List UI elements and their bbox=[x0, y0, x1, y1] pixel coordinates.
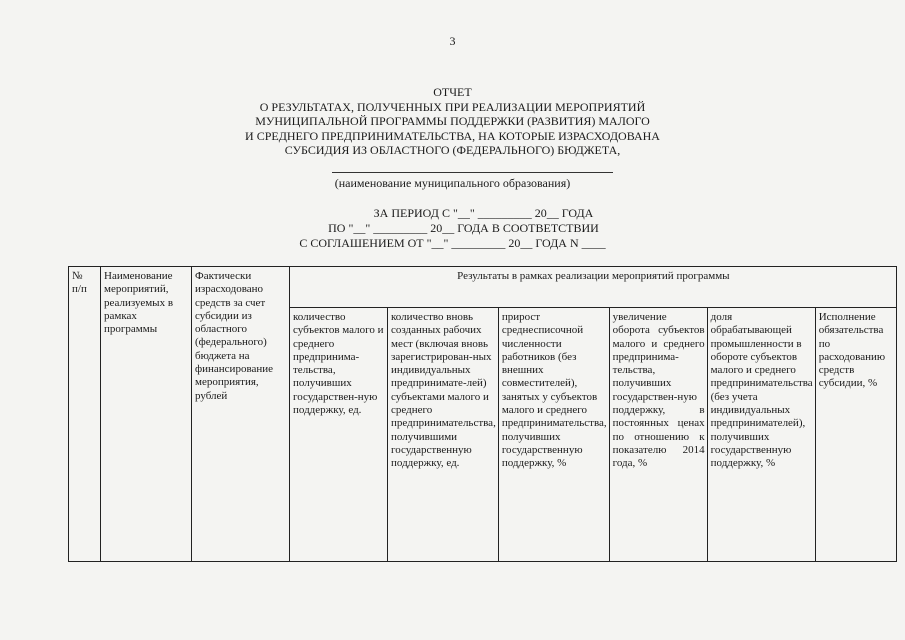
header-cell-number: № п/п bbox=[69, 267, 101, 562]
report-header bbox=[0, 85, 905, 158]
header-cell-headcount-growth: прирост среднесписочной численности работников (без внешних совместителей), занятых у субъектов малого и среднего предпринимательства, получивших государственную поддержку, % bbox=[498, 308, 609, 562]
header-cell-turnover-growth: увеличение оборота субъектов малого и среднего предпринима-тельства, получивших государствен-ную поддержку, в постоянных ценах по отношению к показателю 2014 года, % bbox=[609, 308, 707, 562]
header-cell-subsidy-execution: Исполнение обязательства по расходованию средств субсидии, % bbox=[815, 308, 896, 562]
header-cell-manufacturing-share: доля обрабатывающей промышленности в обороте субъектов малого и среднего предпринимательства (без учета индивидуальных предпринимателей), получивших государственную поддержку, % bbox=[707, 308, 815, 562]
header-cell-supported-smes: количество субъектов малого и среднего предпринима-тельства, получивших государствен-ную поддержку, ед. bbox=[290, 308, 388, 562]
header-cell-new-jobs: количество вновь созданных рабочих мест (включая вновь зарегистрирован-ных индивидуальных предпринимате-лей) субъектами малого и среднего предпринимательства, получившими государственную поддержку, ед. bbox=[388, 308, 499, 562]
period-line-from: ЗА ПЕРИОД С "__" _________ 20__ ГОДА bbox=[373, 206, 594, 220]
header-cell-event-name: Наименование мероприятий, реализуемых в рамках программы bbox=[101, 267, 192, 562]
page-number: 3 bbox=[449, 34, 456, 48]
period-block bbox=[0, 206, 905, 251]
period-line-agreement: С СОГЛАШЕНИЕМ ОТ "__" _________ 20__ ГОДА N ____ bbox=[299, 236, 606, 250]
municipality-caption: (наименование муниципального образования) bbox=[334, 176, 571, 190]
results-table bbox=[68, 266, 897, 562]
header-cell-spent-amount: Фактически израсходовано средств за счет субсидии из областного (федерального) бюджета на финансирование мероприятия, рублей bbox=[192, 267, 290, 562]
header-cell-results: Результаты в рамках реализации мероприятий программы bbox=[290, 267, 897, 308]
report-title: ОТЧЕТ bbox=[433, 85, 472, 99]
period-line-to: ПО "__" _________ 20__ ГОДА В СООТВЕТСТВИИ bbox=[328, 221, 599, 235]
report-subtitle-line: О РЕЗУЛЬТАТАХ, ПОЛУЧЕННЫХ ПРИ РЕАЛИЗАЦИИ МЕРОПРИЯТИЙ bbox=[259, 99, 646, 114]
report-subtitle-line: И СРЕДНЕГО ПРЕДПРИНИМАТЕЛЬСТВА, НА КОТОРЫЕ ИЗРАСХОДОВАНА bbox=[245, 128, 660, 143]
report-subtitle-line: СУБСИДИЯ ИЗ ОБЛАСТНОГО (ФЕДЕРАЛЬНОГО) БЮДЖЕТА, bbox=[284, 143, 621, 157]
report-subtitle-line: МУНИЦИПАЛЬНОЙ ПРОГРАММЫ ПОДДЕРЖКИ (РАЗВИТИЯ) МАЛОГО bbox=[255, 114, 650, 128]
municipality-underline bbox=[332, 172, 613, 173]
